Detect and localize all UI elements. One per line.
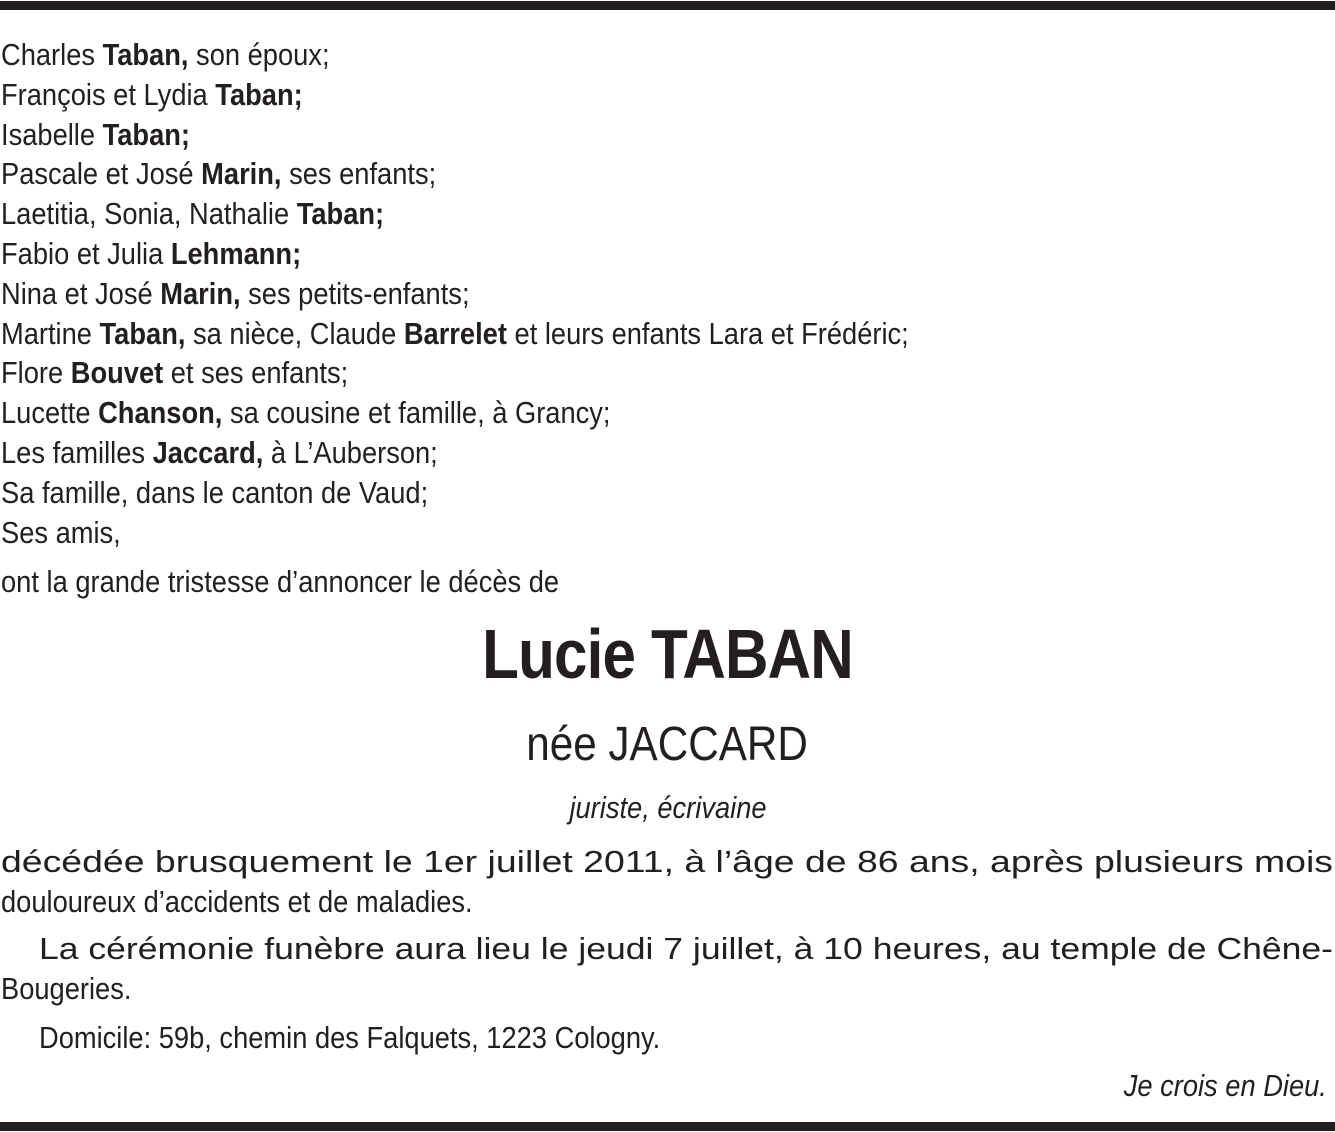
mourner-text: François et Lydia xyxy=(1,76,216,112)
mourner-text: Ses amis, xyxy=(1,514,121,550)
death-paragraph xyxy=(1,842,1333,922)
maiden-name-text: née JACCARD xyxy=(526,718,809,771)
mourner-text: Isabelle xyxy=(1,116,103,152)
mourner-line xyxy=(1,115,1171,155)
mourner-line xyxy=(1,433,1171,473)
mourner-surname: Taban; xyxy=(102,116,191,152)
mourner-text: à L’Auberson; xyxy=(263,434,438,470)
mourner-surname: Marin, xyxy=(201,156,282,192)
mourner-text: Nina et José xyxy=(1,275,161,311)
mourner-text: ses petits-enfants; xyxy=(240,275,470,311)
ceremony-paragraph xyxy=(1,929,1333,1009)
mourner-surname: Chanson, xyxy=(98,395,223,431)
announcement-line xyxy=(1,562,559,602)
mourner-surname: Marin, xyxy=(160,275,241,311)
mourner-line xyxy=(1,393,1171,433)
mourner-surname: Taban; xyxy=(215,76,303,112)
mourner-text: Flore xyxy=(1,355,71,391)
mourner-line xyxy=(1,314,1171,354)
address-line: Domicile: 59b, chemin des Falquets, 1223 Cologny. xyxy=(39,1020,661,1055)
top-rule xyxy=(0,1,1335,10)
mourner-line xyxy=(1,473,1171,513)
mourner-text: Charles xyxy=(1,37,103,72)
deceased-name-text: Lucie TABAN xyxy=(482,615,853,693)
death-line-1: décédée brusquement le 1er juillet 2011, à l’âge de 86 ans, après plusieurs mois xyxy=(1,844,1333,879)
mourner-surname: Taban; xyxy=(296,196,385,232)
closing-phrase xyxy=(1096,1066,1327,1106)
mourner-text: Pascale et José xyxy=(1,156,202,192)
mourner-text: ses enfants; xyxy=(281,156,437,192)
mourner-line xyxy=(1,154,1171,194)
mourner-text: et ses enfants; xyxy=(163,355,349,391)
death-line-2: douloureux d’accidents et de maladies. xyxy=(1,884,473,919)
announcement-text: ont la grande tristesse d’annoncer le décès de xyxy=(1,564,560,599)
maiden-name xyxy=(0,716,1335,774)
mourner-surname: Lehmann; xyxy=(170,235,302,271)
mourner-text: Les familles xyxy=(1,434,153,470)
mourner-surname: Bouvet xyxy=(70,355,164,391)
mourner-surname: Jaccard, xyxy=(152,434,264,470)
mourner-text: Lucette xyxy=(1,395,99,431)
address-paragraph xyxy=(1,1018,1333,1058)
mourner-text: et leurs enfants Lara et Frédéric; xyxy=(506,315,909,351)
mourner-text: Laetitia, Sonia, Nathalie xyxy=(1,196,297,232)
mourner-line xyxy=(1,75,1171,115)
ceremony-line-2: Bougeries. xyxy=(1,971,132,1006)
mourner-surname: Taban, xyxy=(102,37,189,72)
mourner-line xyxy=(1,353,1171,393)
deceased-name xyxy=(0,612,1335,696)
mourners-list xyxy=(1,35,1171,552)
mourner-line xyxy=(1,35,1171,75)
closing-text: Je crois en Dieu. xyxy=(1123,1068,1327,1103)
mourner-text: son époux; xyxy=(188,37,330,72)
mourner-surname: Taban, xyxy=(99,315,186,351)
bottom-rule xyxy=(0,1122,1335,1131)
ceremony-line-1: La cérémonie funèbre aura lieu le jeudi 7 juillet, à 10 heures, au temple de Chêne- xyxy=(39,931,1333,966)
profession xyxy=(0,789,1335,827)
mourner-text: Fabio et Julia xyxy=(1,235,171,271)
mourner-line xyxy=(1,234,1171,274)
profession-text: juriste, écrivaine xyxy=(568,790,767,825)
mourner-text: Martine xyxy=(1,315,100,351)
mourner-line xyxy=(1,513,1171,553)
mourner-line xyxy=(1,274,1171,314)
mourner-line xyxy=(1,194,1171,234)
mourner-surname: Barrelet xyxy=(403,315,507,351)
mourner-text: sa cousine et famille, à Grancy; xyxy=(222,395,611,431)
mourner-text: Sa famille, dans le canton de Vaud; xyxy=(1,474,429,510)
mourner-text: sa nièce, Claude xyxy=(185,315,404,351)
